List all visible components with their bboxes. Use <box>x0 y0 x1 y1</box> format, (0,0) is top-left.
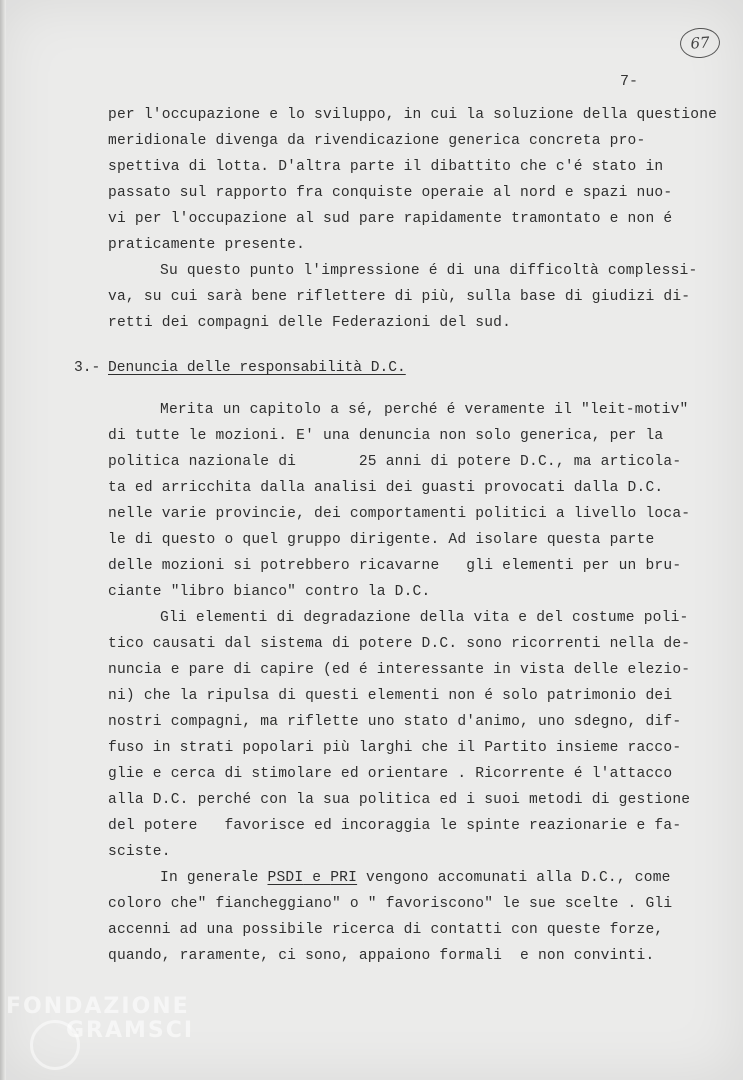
text-line: politica nazionale di 25 anni di potere D.C., ma articola- <box>108 454 682 470</box>
text-line: Su questo punto l'impressione é di una difficoltà complessi- <box>160 263 698 279</box>
text-line <box>160 870 671 886</box>
section-title: Denuncia delle responsabilità D.C. <box>108 360 406 376</box>
watermark-line-1: FONDAZIONE <box>6 994 190 1019</box>
text-line: glie e cerca di stimolare ed orientare . Ricorrente é l'attacco <box>108 766 673 782</box>
text-line: nostri compagni, ma riflette uno stato d'animo, uno sdegno, dif- <box>108 714 682 730</box>
text-line: coloro che" fiancheggiano" o " favoriscono" le sue scelte . Gli <box>108 896 673 912</box>
text-line: retti dei compagni delle Federazioni del sud. <box>108 315 512 331</box>
text-line: ta ed arricchita dalla analisi dei guasti provocati dalla D.C. <box>108 480 664 496</box>
text-line: passato sul rapporto fra conquiste operaie al nord e spazi nuo- <box>108 185 673 201</box>
text-line: quando, raramente, ci sono, appaiono formali e non convinti. <box>108 948 655 964</box>
text-line: nelle varie provincie, dei comportamenti politici a livello loca- <box>108 506 691 522</box>
text-line: accenni ad una possibile ricerca di contatti con queste forze, <box>108 922 664 938</box>
text-line: per l'occupazione e lo sviluppo, in cui la soluzione della questione <box>108 107 718 123</box>
text-line: spettiva di lotta. D'altra parte il dibattito che c'é stato in <box>108 159 664 175</box>
archive-stamp-number: 67 <box>679 27 721 60</box>
page-edge-shadow <box>0 0 6 1080</box>
text-line: di tutte le mozioni. E' una denuncia non solo generica, per la <box>108 428 664 444</box>
watermark <box>6 995 194 1043</box>
text-line: ni) che la ripulsa di questi elementi non é solo patrimonio dei <box>108 688 673 704</box>
text-line: del potere favorisce ed incoraggia le spinte reazionarie e fa- <box>108 818 682 834</box>
text-fragment: In generale <box>160 870 268 886</box>
party-name-psdi: PSDI <box>267 870 304 886</box>
text-line: Merita un capitolo a sé, perché é veramente il "leit-motiv" <box>160 402 689 418</box>
text-fragment: vengono accomunati alla D.C., come <box>357 870 671 886</box>
text-line: delle mozioni si potrebbero ricavarne gli elementi per un bru- <box>108 558 682 574</box>
text-line: le di questo o quel gruppo dirigente. Ad isolare questa parte <box>108 532 655 548</box>
text-line: vi per l'occupazione al sud pare rapidamente tramontato e non é <box>108 211 673 227</box>
party-name-pri: PRI <box>330 870 358 886</box>
text-line: ciante "libro bianco" contro la D.C. <box>108 584 431 600</box>
watermark-line-2: GRAMSCI <box>66 1018 195 1043</box>
text-line: va, su cui sarà bene riflettere di più, sulla base di giudizi di- <box>108 289 691 305</box>
page-number: 7- <box>620 73 639 90</box>
text-line: praticamente presente. <box>108 237 306 253</box>
text-fragment: e <box>303 870 331 886</box>
text-line: tico causati dal sistema di potere D.C. sono ricorrenti nella de- <box>108 636 691 652</box>
text-line: Gli elementi di degradazione della vita e del costume poli- <box>160 610 689 626</box>
section-number: 3.- <box>74 360 101 376</box>
text-line: fuso in strati popolari più larghi che il Partito insieme racco- <box>108 740 682 756</box>
text-line: meridionale divenga da rivendicazione generica concreta pro- <box>108 133 646 149</box>
text-line: nuncia e pare di capire (ed é interessante in vista delle elezio- <box>108 662 691 678</box>
text-line: sciste. <box>108 844 171 860</box>
text-line: alla D.C. perché con la sua politica ed i suoi metodi di gestione <box>108 792 691 808</box>
